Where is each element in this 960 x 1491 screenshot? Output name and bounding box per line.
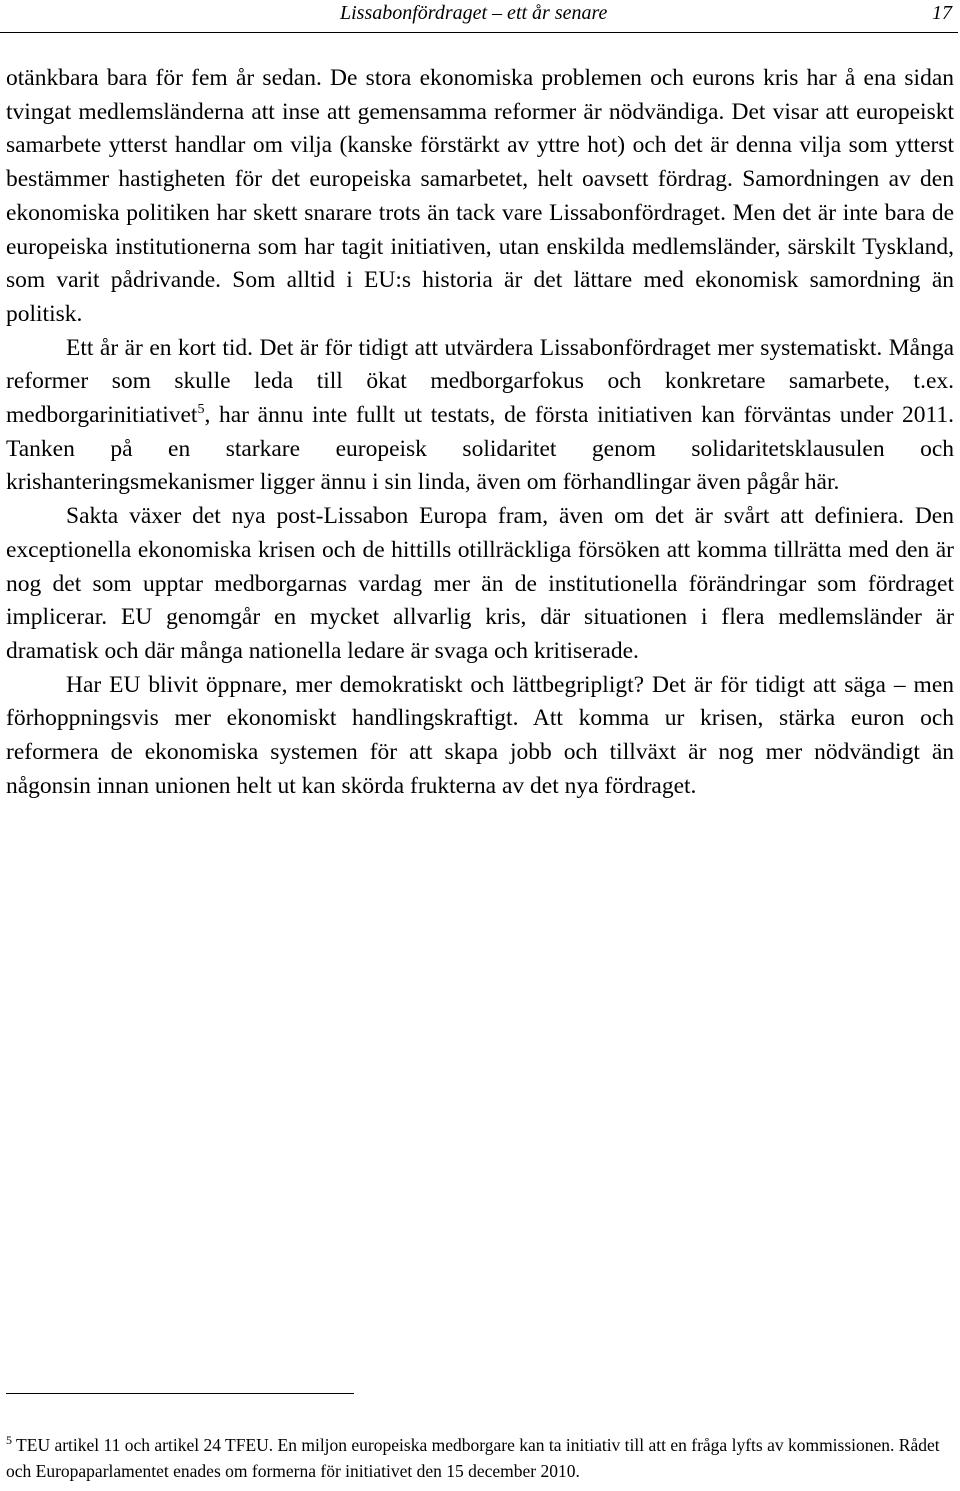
running-header — [0, 0, 960, 34]
paragraph-3: Sakta växer det nya post-Lissabon Europa fram, även om det är svårt att definiera. Den exceptionella ekonomiska krisen och de hittills otillräckliga försöken att komma tillrätta med den är nog det som upptar medborgarnas vardag mer än de institutionella förändringar som fördraget implicerar. EU genomgår en mycket allvarlig kris, där situationen i flera medlemsländer är dramatisk och där många nationella ledare är svaga och kritiserade. — [6, 503, 954, 664]
footnote-reference: 5 — [197, 402, 205, 418]
footnote-text: TEU artikel 11 och artikel 24 TFEU. En miljon europeiska medborgare kan ta initiativ till att en fråga lyfts av kommissionen. Rådet och Europaparlamentet enades om formerna för initiativet den 15 december 2010. — [6, 1435, 940, 1481]
footnote-marker: 5 — [6, 1433, 12, 1448]
header-rule — [0, 32, 958, 33]
running-title: Lissabonfördraget – ett år senare — [340, 2, 608, 24]
page-number: 17 — [932, 2, 952, 24]
paragraph-2-part-1: Ett år är en kort tid. Det är för tidigt att utvärdera Lissabonfördraget mer systematiskt. Många reformer som skulle leda till ökat medborgarfokus och konkretare samarbete, t.ex. medborgarinitiativet — [6, 334, 954, 429]
footnote — [6, 1432, 954, 1484]
paragraph-4: Har EU blivit öppnare, mer demokratiskt och lättbegripligt? Det är för tidigt att säga – men förhoppningsvis mer ekonomiskt handlingskraftigt. Att komma ur krisen, stärka euron och reformera de ekonomiska systemen för att skapa jobb och tillväxt är nog mer nödvändigt än någonsin innan unionen helt ut kan skörda frukterna av det nya fördraget. — [6, 671, 954, 799]
paragraph-1: otänkbara bara för fem år sedan. De stora ekonomiska problemen och eurons kris har å ena sidan tvingat medlemsländerna att inse att gemensamma reformer är nödvändiga. Det visar att europeiskt samarbete ytterst handlar om vilja (kanske förstärkt av yttre hot) och det är denna vilja som ytterst bestämmer hastigheten för det europeiska samarbetet, helt oavsett fördrag. Samordningen av den ekonomiska politiken har skett snarare trots än tack vare Lissabonfördraget. Men det är inte bara de europeiska institutionerna som har tagit initiativen, utan enskilda medlemsländer, särskilt Tyskland, som varit pådrivande. Som alltid i EU:s historia är det lättare med ekonomisk samordning än politisk. — [6, 65, 954, 327]
paragraph-2-part-2: , har ännu inte fullt ut testats, de första initiativen kan förväntas under 2011. Tanken på en starkare europeisk solidaritet genom solidaritetsklausulen och krishanteringsmekanismer ligger ännu i sin linda, även om förhandlingar även pågår här. — [6, 402, 954, 496]
footnote-separator — [6, 1393, 354, 1394]
paragraph-2 — [6, 332, 954, 501]
body-text — [6, 62, 954, 803]
